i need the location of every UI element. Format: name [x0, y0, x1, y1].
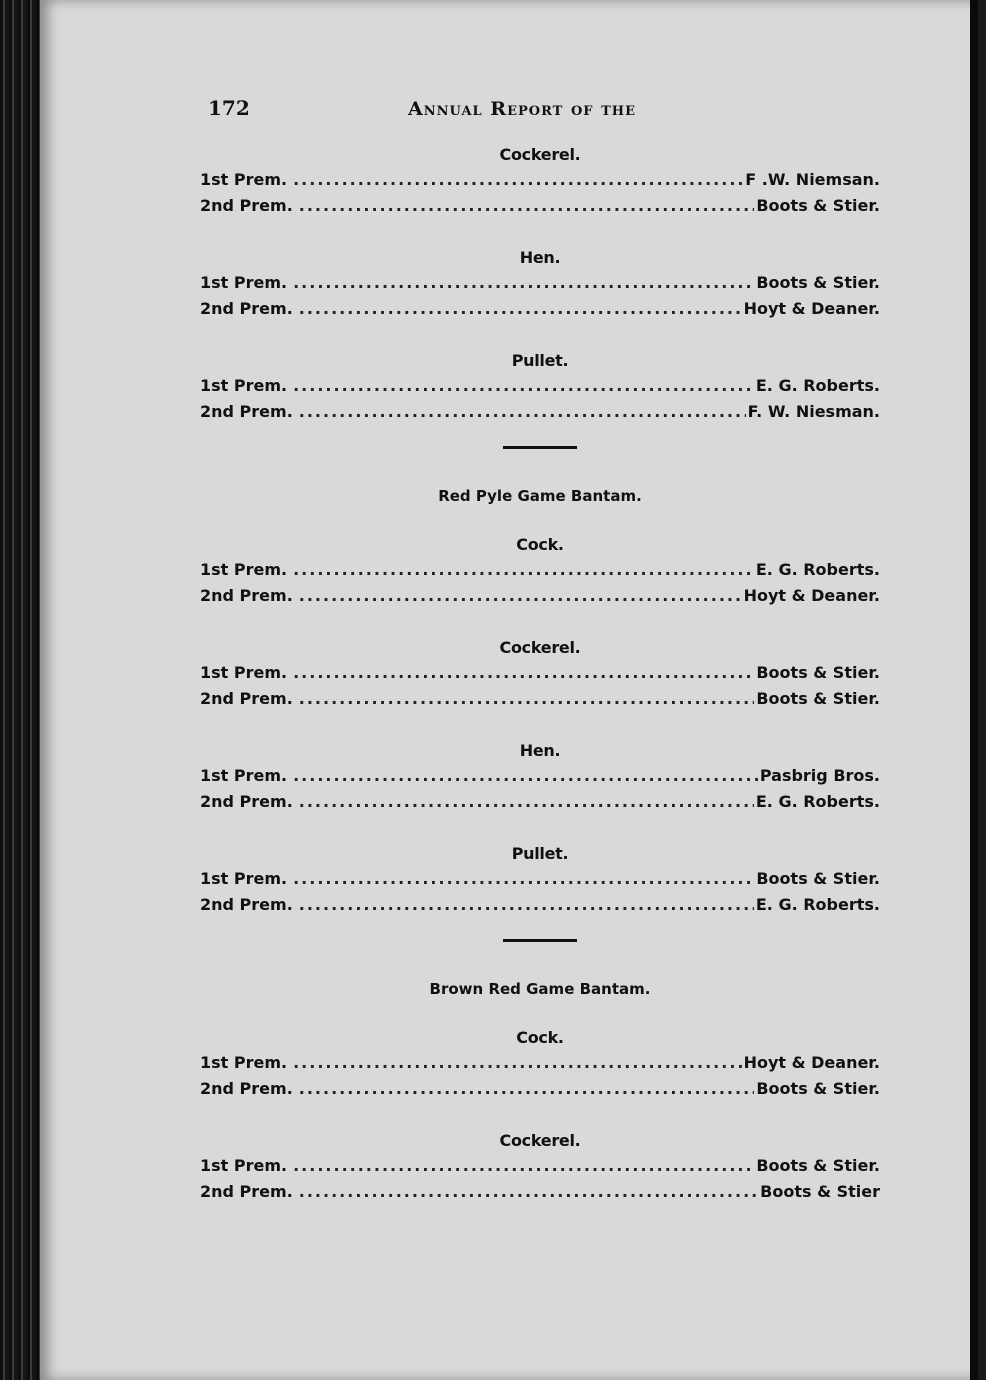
class-title: Pullet. [511, 351, 569, 370]
premium-place: 1st Prem. [200, 170, 288, 189]
premium-place: 1st Prem. [200, 1156, 288, 1175]
class-title: Cock. [516, 1028, 564, 1047]
page-header [40, 96, 978, 126]
dot-leader [299, 196, 755, 215]
winner-name: Boots & Stier. [756, 663, 880, 682]
premium-row [200, 895, 880, 921]
premium-row [200, 196, 880, 222]
winner-name: Boots & Stier [760, 1182, 880, 1201]
class-group [200, 248, 880, 325]
section-divider [503, 446, 577, 449]
premium-row [200, 663, 880, 689]
winner-name: F .W. Niemsan. [745, 170, 880, 189]
dot-leader [299, 402, 746, 421]
winner-name: Boots & Stier. [756, 1156, 880, 1175]
dot-leader [299, 586, 742, 605]
winner-name: Hoyt & Deaner. [743, 299, 880, 318]
premium-place: 1st Prem. [200, 663, 288, 682]
class-group [200, 741, 880, 818]
breed-section [200, 939, 880, 1208]
breed-section [200, 446, 880, 921]
premium-row [200, 869, 880, 895]
page-edge [970, 0, 978, 1380]
premium-row [200, 689, 880, 715]
dot-leader [293, 170, 743, 189]
breed-title: Brown Red Game Bantam. [429, 980, 651, 998]
dot-leader [293, 1156, 754, 1175]
premium-place: 2nd Prem. [200, 196, 293, 215]
class-title: Hen. [519, 741, 561, 760]
premium-place: 2nd Prem. [200, 895, 293, 914]
premium-row [200, 376, 880, 402]
class-title: Cockerel. [499, 638, 581, 657]
winner-name: Boots & Stier. [756, 1079, 880, 1098]
dot-leader [299, 299, 742, 318]
dot-leader [293, 273, 754, 292]
dot-leader [299, 792, 754, 811]
class-group [200, 145, 880, 222]
page-number: 172 [208, 96, 250, 120]
class-group [200, 1028, 880, 1105]
winner-name: Boots & Stier. [756, 196, 880, 215]
premium-row [200, 1182, 880, 1208]
premium-place: 1st Prem. [200, 376, 288, 395]
premium-row [200, 560, 880, 586]
dot-leader [293, 376, 754, 395]
winner-name: Boots & Stier. [756, 689, 880, 708]
running-title: Annual Report of the [408, 98, 636, 120]
dot-leader [299, 895, 754, 914]
premium-place: 1st Prem. [200, 273, 288, 292]
premium-place: 2nd Prem. [200, 1182, 293, 1201]
premium-place: 1st Prem. [200, 1053, 288, 1072]
page [40, 0, 978, 1380]
premium-place: 1st Prem. [200, 766, 288, 785]
premium-row [200, 1079, 880, 1105]
class-title: Hen. [519, 248, 561, 267]
dot-leader [299, 689, 755, 708]
class-group [200, 1131, 880, 1208]
premium-row [200, 299, 880, 325]
premium-place: 2nd Prem. [200, 402, 293, 421]
winner-name: Hoyt & Deaner. [743, 1053, 880, 1072]
dot-leader [299, 1079, 755, 1098]
dot-leader [293, 766, 758, 785]
premium-place: 2nd Prem. [200, 792, 293, 811]
winner-name: Boots & Stier. [756, 869, 880, 888]
class-group [200, 535, 880, 612]
winner-name: Boots & Stier. [756, 273, 880, 292]
premium-list [200, 145, 880, 1208]
premium-place: 1st Prem. [200, 560, 288, 579]
premium-place: 1st Prem. [200, 869, 288, 888]
dot-leader [293, 560, 754, 579]
dot-leader [293, 663, 754, 682]
breed-section [200, 145, 880, 428]
winner-name: E. G. Roberts. [755, 376, 880, 395]
premium-row [200, 792, 880, 818]
winner-name: E. G. Roberts. [755, 792, 880, 811]
premium-row [200, 1156, 880, 1182]
premium-row [200, 273, 880, 299]
class-title: Cockerel. [499, 1131, 581, 1150]
premium-row [200, 170, 880, 196]
class-title: Pullet. [511, 844, 569, 863]
class-group [200, 351, 880, 428]
winner-name: Pasbrig Bros. [759, 766, 880, 785]
winner-name: F. W. Niesman. [747, 402, 880, 421]
premium-row [200, 1053, 880, 1079]
premium-place: 2nd Prem. [200, 586, 293, 605]
premium-row [200, 586, 880, 612]
winner-name: E. G. Roberts. [755, 560, 880, 579]
premium-row [200, 766, 880, 792]
class-title: Cockerel. [499, 145, 581, 164]
breed-title: Red Pyle Game Bantam. [438, 487, 642, 505]
winner-name: Hoyt & Deaner. [743, 586, 880, 605]
class-title: Cock. [516, 535, 564, 554]
class-group [200, 638, 880, 715]
class-group [200, 844, 880, 921]
dot-leader [293, 1053, 741, 1072]
premium-place: 2nd Prem. [200, 299, 293, 318]
dot-leader [293, 869, 754, 888]
winner-name: E. G. Roberts. [755, 895, 880, 914]
premium-place: 2nd Prem. [200, 1079, 293, 1098]
premium-row [200, 402, 880, 428]
premium-place: 2nd Prem. [200, 689, 293, 708]
section-divider [503, 939, 577, 942]
book-binding [0, 0, 40, 1380]
dot-leader [299, 1182, 758, 1201]
